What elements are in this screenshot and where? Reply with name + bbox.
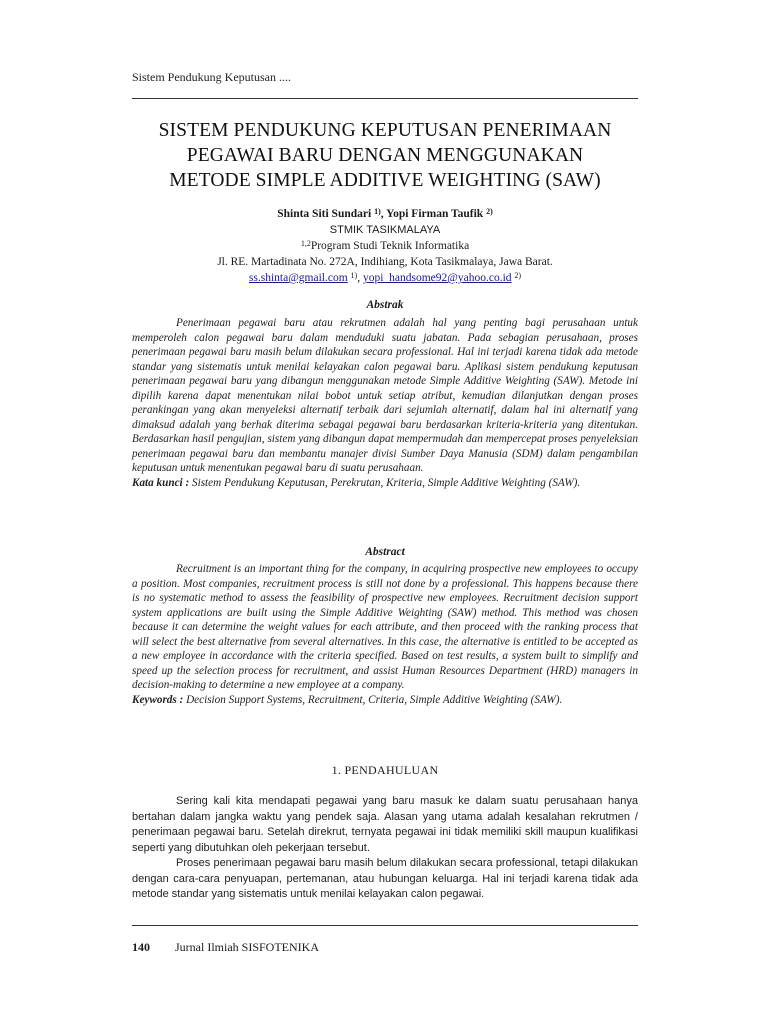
email-line xyxy=(132,270,638,286)
author-2-sup: 2) xyxy=(486,207,493,216)
email-separator: , xyxy=(357,272,363,284)
abstrak-keywords-text: Sistem Pendukung Keputusan, Perekrutan, Kriteria, Simple Additive Weighting (SAW). xyxy=(192,476,581,489)
title-line-3: METODE SIMPLE ADDITIVE WEIGHTING (SAW) xyxy=(169,170,601,191)
page-footer xyxy=(132,940,319,955)
footer-rule xyxy=(132,925,638,926)
section-1-title: 1. PENDAHULUAN xyxy=(331,763,439,777)
email-2-sup: 2) xyxy=(514,271,522,280)
abstrak-keywords xyxy=(132,476,638,491)
abstrak-keywords-label: Kata kunci : xyxy=(132,476,190,489)
abstract-body xyxy=(132,562,638,707)
paper-title xyxy=(132,118,638,193)
program-name: Program Studi Teknik Informatika xyxy=(310,240,470,252)
section-1-paragraph-2: Proses penerimaan pegawai baru masih belum dilakukan secara professional, tetapi dilakukan dengan cara-cara penyuapan, pertemanan, atau hubungan keluarga. Hal ini terjadi karena tidak ada metode standar yang sistematis untuk menilai kelayakan calon pegawai. xyxy=(132,857,638,900)
author-names xyxy=(132,206,638,222)
abstract-heading: Abstract xyxy=(365,546,405,558)
author-block xyxy=(132,206,638,286)
author-2-name: Yopi Firman Taufik xyxy=(386,208,484,220)
abstract-paragraph: Recruitment is an important thing for the company, in acquiring prospective new employees to occupy a position. Most companies, recruitment process is still not done by a professional. This happens because there is no systematic method to assess the feasibility of prospective new employees. Recruitment decision support system applications are built using the Simple Additive Weighting (SAW) method. This method was chosen because it can determine the weight values for each attribute, and then proceed with the ranking process that will select the best alternative from several alternatives. In this case, the alternative is entitled to be accepted as a new employee in accordance with the criteria specified. Based on test results, a system built to simplify and speed up the selection process for recruitment, and assist Human Resources Department (HRD) managers in decision-making to determine a new employee at a company. xyxy=(132,563,638,691)
author-separator: , xyxy=(380,208,387,220)
abstract-keywords-label: Keywords : xyxy=(132,693,184,706)
program-line xyxy=(132,238,638,254)
abstrak-heading: Abstrak xyxy=(366,299,404,311)
section-1-paragraph-1: Sering kali kita mendapati pegawai yang baru masuk ke dalam suatu perusahaan hanya bertahan dalam jangka waktu yang pendek saja. Alasan yang utama adalah kesalahan rekrutmen / penerimaan pegawai baru. Setelah direkrut, ternyata pegawai ini tidak memiliki skill maupun kualifikasi seperti yang dibutuhkan oleh pekerjaan tersebut. xyxy=(132,795,638,854)
email-link-2[interactable]: yopi_handsome92@yahoo.co.id xyxy=(362,272,512,284)
institution: STMIK TASIKMALAYA xyxy=(329,224,441,236)
abstrak-paragraph: Penerimaan pegawai baru atau rekrutmen adalah hal yang penting bagi perusahaan untuk memperoleh calon pegawai baru dalam menduduki suatu jabatan. Pada sebagian perusahaan, proses penerimaan pegawai baru masih belum dilakukan secara professional. Hal ini terjadi karena tidak ada metode standar yang sistematis untuk menilai kelayakan calon pegawai baru. Aplikasi sistem pendukung keputusan penerimaan pegawai baru yang dibangun menggunakan metode Simple Additive Weighting (SAW). Metode ini dipilih karena dapat menentukan nilai bobot untuk setiap atribut, kemudian dilanjutkan dengan proses perankingan yang akan menyeleksi alternatif terbaik dari sejumlah alternatif, dalam hal ini alternatif yang dimaksud adalah yang berhak diterima sebagai pegawai baru berdasarkan kriteria-kriteria yang ditentukan. Berdasarkan hasil pengujian, sistem yang dibangun dapat mempermudah dan mempercepat proses penyeleksian penerimaan pegawai baru dan membantu manajer divisi Sumber Daya Manusia (SDM) dalam pengambilan keputusan untuk menentukan pegawai baru di suatu perusahaan. xyxy=(132,317,638,474)
email-link-1[interactable]: ss.shinta@gmail.com xyxy=(248,272,348,284)
program-sup: 1,2 xyxy=(300,239,311,248)
email-1-sup: 1) xyxy=(350,271,358,280)
running-head: Sistem Pendukung Keputusan .... xyxy=(132,70,291,84)
abstract-keywords xyxy=(132,693,638,708)
section-1-body xyxy=(132,794,638,903)
author-1-sup: 1) xyxy=(374,207,381,216)
header-rule xyxy=(132,98,638,99)
author-1-name: Shinta Siti Sundari xyxy=(277,208,372,220)
page-number: 140 xyxy=(132,940,150,954)
title-line-1: SISTEM PENDUKUNG KEPUTUSAN PENERIMAAN xyxy=(158,120,612,141)
title-line-2: PEGAWAI BARU DENGAN MENGGUNAKAN xyxy=(186,145,584,166)
address: Jl. RE. Martadinata No. 272A, Indihiang, Kota Tasikmalaya, Jawa Barat. xyxy=(217,256,553,268)
abstrak-body xyxy=(132,316,638,490)
journal-name: Jurnal Ilmiah SISFOTENIKA xyxy=(175,940,319,954)
abstract-keywords-text: Decision Support Systems, Recruitment, Criteria, Simple Additive Weighting (SAW). xyxy=(186,693,563,706)
